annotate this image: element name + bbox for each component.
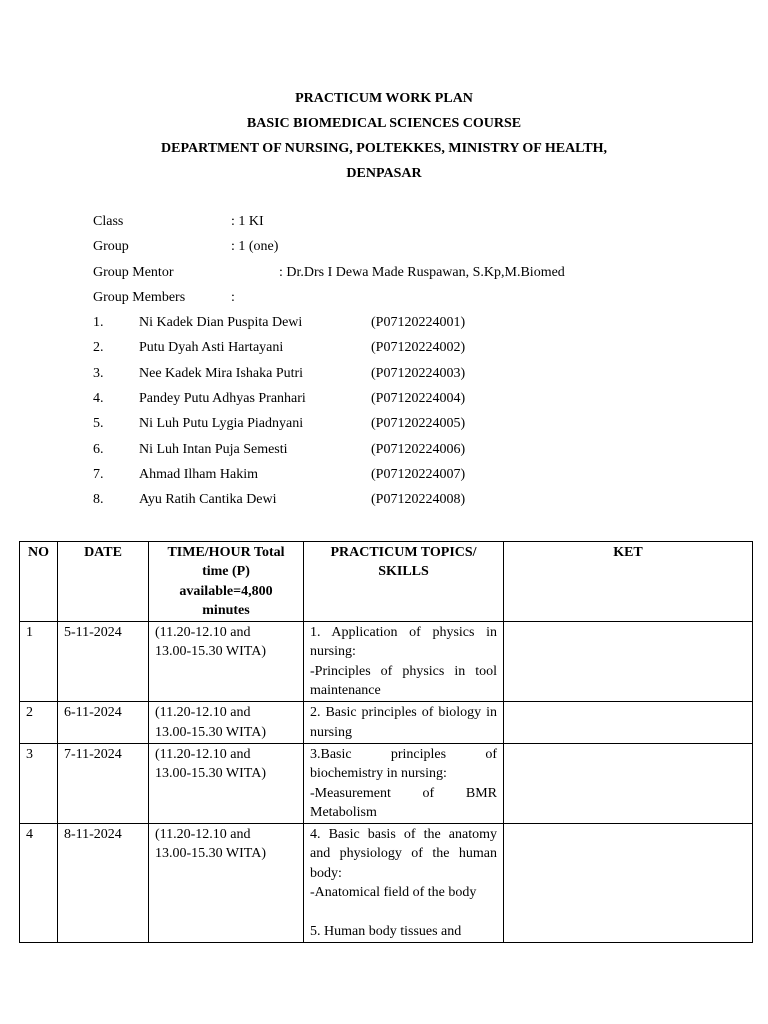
time-line: 13.00-15.30 WITA) — [155, 644, 266, 660]
member-name: Ni Kadek Dian Puspita Dewi — [139, 315, 303, 331]
table-row — [20, 622, 753, 702]
member-id: (P07120224004) — [371, 391, 466, 407]
mentor-label: Group Mentor — [93, 264, 174, 280]
member-number: 4. — [93, 391, 104, 407]
row-topic — [304, 824, 504, 943]
member-id: (P07120224006) — [371, 441, 466, 457]
title-line-3: DEPARTMENT OF NURSING, POLTEKKES, MINISTRY OF HEALTH, — [161, 141, 607, 156]
row-time — [149, 824, 304, 943]
member-id: (P07120224005) — [371, 416, 466, 432]
row-ket — [504, 622, 753, 702]
row-no: 1 — [20, 622, 58, 702]
member-id: (P07120224008) — [371, 492, 466, 508]
row-topic — [304, 702, 504, 744]
member-number: 1. — [93, 315, 104, 331]
member-name: Pandey Putu Adhyas Pranhari — [139, 391, 306, 407]
row-topic — [304, 743, 504, 823]
header-date: DATE — [58, 542, 149, 622]
topic-line: -Anatomical field of the body — [310, 885, 477, 901]
work-plan-table — [19, 541, 753, 943]
member-number: 8. — [93, 492, 104, 508]
topic-line: -Measurement of BMR Metabolism — [310, 785, 497, 820]
member-name: Ni Luh Intan Puja Semesti — [139, 441, 288, 457]
topic-line: 2. Basic principles of biology in nursing — [310, 705, 497, 740]
member-name: Ni Luh Putu Lygia Piadnyani — [139, 416, 304, 432]
topic-line: 5. Human body tissues and — [310, 923, 462, 939]
group-value: : 1 (one) — [231, 239, 279, 255]
time-line: (11.20-12.10 and — [155, 827, 251, 843]
title-line-2: BASIC BIOMEDICAL SCIENCES COURSE — [246, 116, 522, 131]
row-date: 8-11-2024 — [58, 824, 149, 943]
member-id: (P07120224002) — [371, 340, 466, 356]
row-no: 3 — [20, 743, 58, 823]
time-line: (11.20-12.10 and — [155, 705, 251, 721]
class-label: Class — [93, 214, 124, 229]
time-line: 13.00-15.30 WITA) — [155, 766, 266, 782]
table-header-row — [20, 542, 753, 622]
header-topic: PRACTICUM TOPICS/ SKILLS — [304, 542, 504, 622]
row-topic — [304, 622, 504, 702]
topic-line: 4. Basic basis of the anatomy and physiology of the human body: — [310, 827, 497, 881]
row-no: 2 — [20, 702, 58, 744]
time-line: (11.20-12.10 and — [155, 746, 251, 762]
document-title — [0, 86, 768, 186]
row-ket — [504, 824, 753, 943]
row-ket — [504, 743, 753, 823]
mentor-value: : Dr.Drs I Dewa Made Ruspawan, S.Kp,M.Biomed — [279, 264, 565, 280]
group-label: Group — [93, 239, 129, 255]
time-line: (11.20-12.10 and — [155, 625, 251, 641]
member-name: Ahmad Ilham Hakim — [139, 466, 258, 482]
member-id: (P07120224007) — [371, 466, 466, 482]
row-no: 4 — [20, 824, 58, 943]
time-line: 13.00-15.30 WITA) — [155, 846, 266, 862]
member-name: Putu Dyah Asti Hartayani — [139, 340, 284, 356]
member-id: (P07120224001) — [371, 315, 466, 331]
table-row — [20, 743, 753, 823]
table-row — [20, 824, 753, 943]
members-label: Group Members — [93, 289, 186, 305]
table-row — [20, 702, 753, 744]
row-time — [149, 622, 304, 702]
title-line-1: PRACTICUM WORK PLAN — [295, 91, 473, 106]
row-date: 5-11-2024 — [58, 622, 149, 702]
header-no: NO — [20, 542, 58, 622]
topic-line: 3.Basic principles of biochemistry in nursing: — [310, 746, 497, 782]
member-id: (P07120224003) — [371, 365, 466, 381]
row-date: 7-11-2024 — [58, 743, 149, 823]
class-value: : 1 KI — [231, 214, 264, 229]
row-date: 6-11-2024 — [58, 702, 149, 744]
member-number: 7. — [93, 466, 104, 482]
member-name: Ayu Ratih Cantika Dewi — [139, 492, 277, 508]
row-time — [149, 743, 304, 823]
header-time: TIME/HOUR Total time (P) available=4,800 minutes — [149, 542, 304, 622]
header-ket: KET — [504, 542, 753, 622]
topic-line: 1. Application of physics in nursing: — [310, 625, 497, 660]
member-name: Nee Kadek Mira Ishaka Putri — [139, 365, 304, 381]
title-line-4: DENPASAR — [346, 166, 422, 181]
member-number: 2. — [93, 340, 104, 356]
member-number: 6. — [93, 441, 104, 457]
member-number: 5. — [93, 416, 104, 432]
members-colon: : — [231, 289, 235, 305]
topic-line: -Principles of physics in tool maintenance — [310, 663, 497, 699]
row-time — [149, 702, 304, 744]
row-ket — [504, 702, 753, 744]
member-number: 3. — [93, 365, 104, 381]
time-line: 13.00-15.30 WITA) — [155, 724, 266, 740]
